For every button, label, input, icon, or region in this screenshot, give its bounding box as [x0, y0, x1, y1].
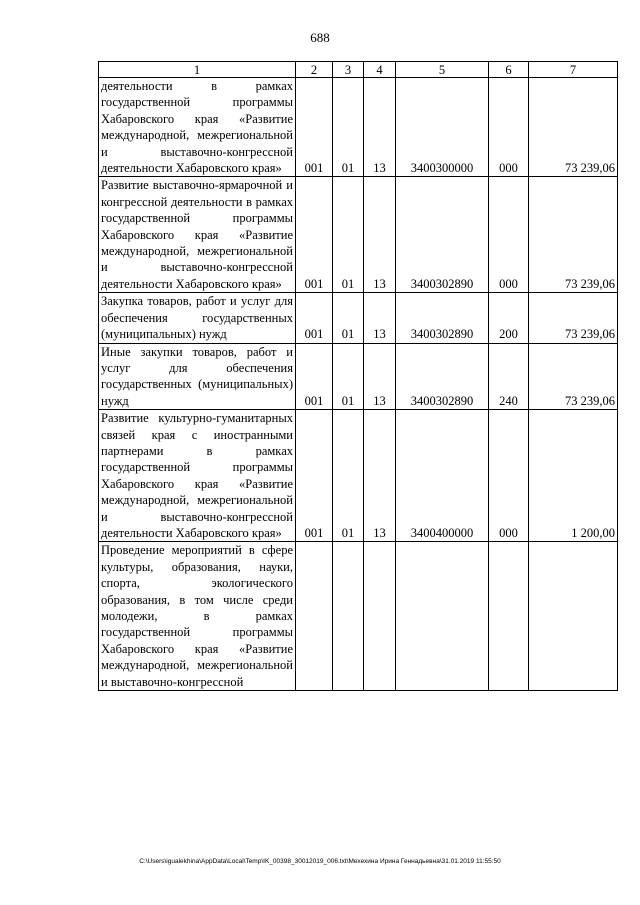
cell-code-6: 000: [489, 78, 529, 177]
cell-code-4: 13: [364, 293, 396, 343]
row-description: Развитие культурно-гуманитарных связей края с иностранными партнерами в рамках государственной программы Хабаровского края «Развитие международной, межрегиональной и выставочно-конгрессной деятельности Хабаровского края»: [99, 410, 296, 542]
cell-code-5: 3400302890: [396, 343, 489, 410]
cell-amount: 73 239,06: [529, 78, 618, 177]
column-header-6: 6: [489, 62, 529, 78]
cell-code-5: 3400400000: [396, 410, 489, 542]
cell-code-3: 01: [333, 78, 364, 177]
file-path-footer: C:\Users\igualekhina\AppData\Local\Temp\IK_00398_30012019_006.txt\Мехехина Ирина Геннадьевна\31.01.2019 11:55:50: [139, 858, 501, 865]
column-header-4: 4: [364, 62, 396, 78]
page-number: 688: [310, 30, 330, 45]
column-header-7: 7: [529, 62, 618, 78]
cell-code-2: 001: [296, 410, 333, 542]
cell-code-2: [296, 542, 333, 691]
row-description: Иные закупки товаров, работ и услуг для обеспечения государственных (муниципальных) нужд: [99, 343, 296, 410]
cell-code-4: [364, 542, 396, 691]
cell-code-3: 01: [333, 293, 364, 343]
cell-code-3: 01: [333, 343, 364, 410]
cell-code-2: 001: [296, 78, 333, 177]
cell-code-6: 000: [489, 177, 529, 293]
table-row: [99, 78, 618, 177]
cell-amount: 73 239,06: [529, 343, 618, 410]
cell-amount: 73 239,06: [529, 293, 618, 343]
row-description: Проведение мероприятий в сфере культуры, образования, науки, спорта, экологического образования, в том числе среди молодежи, в рамках государственной программы Хабаровского края «Развитие международной, межрегиональной и выставочно-конгрессной: [99, 542, 296, 691]
cell-code-2: 001: [296, 343, 333, 410]
row-description: Закупка товаров, работ и услуг для обеспечения государственных (муниципальных) нужд: [99, 293, 296, 343]
column-header-2: 2: [296, 62, 333, 78]
cell-code-6: 240: [489, 343, 529, 410]
cell-code-4: 13: [364, 78, 396, 177]
cell-code-5: 3400302890: [396, 293, 489, 343]
cell-code-2: 001: [296, 177, 333, 293]
cell-code-3: 01: [333, 177, 364, 293]
cell-code-2: 001: [296, 293, 333, 343]
cell-code-5: 3400302890: [396, 177, 489, 293]
column-header-3: 3: [333, 62, 364, 78]
cell-code-4: 13: [364, 343, 396, 410]
table-row: [99, 293, 618, 343]
cell-code-3: [333, 542, 364, 691]
cell-amount: 73 239,06: [529, 177, 618, 293]
budget-table: [98, 61, 618, 691]
row-description: Развитие выставочно-ярмарочной и конгрессной деятельности в рамках государственной программы Хабаровского края «Развитие международной, межрегиональной и выставочно-конгрессной деятельности Хабаровского края»: [99, 177, 296, 293]
cell-amount: 1 200,00: [529, 410, 618, 542]
cell-code-5: 3400300000: [396, 78, 489, 177]
table-row: [99, 177, 618, 293]
cell-code-4: 13: [364, 177, 396, 293]
header-row: [99, 62, 618, 78]
cell-code-6: 000: [489, 410, 529, 542]
column-header-5: 5: [396, 62, 489, 78]
cell-code-4: 13: [364, 410, 396, 542]
column-header-1: 1: [99, 62, 296, 78]
cell-code-6: [489, 542, 529, 691]
table-row: [99, 542, 618, 691]
row-description: деятельности в рамках государственной программы Хабаровского края «Развитие международной, межрегиональной и выставочно-конгрессной деятельности Хабаровского края»: [99, 78, 296, 177]
cell-code-3: 01: [333, 410, 364, 542]
cell-amount: [529, 542, 618, 691]
cell-code-5: [396, 542, 489, 691]
table-row: [99, 410, 618, 542]
table-row: [99, 343, 618, 410]
cell-code-6: 200: [489, 293, 529, 343]
